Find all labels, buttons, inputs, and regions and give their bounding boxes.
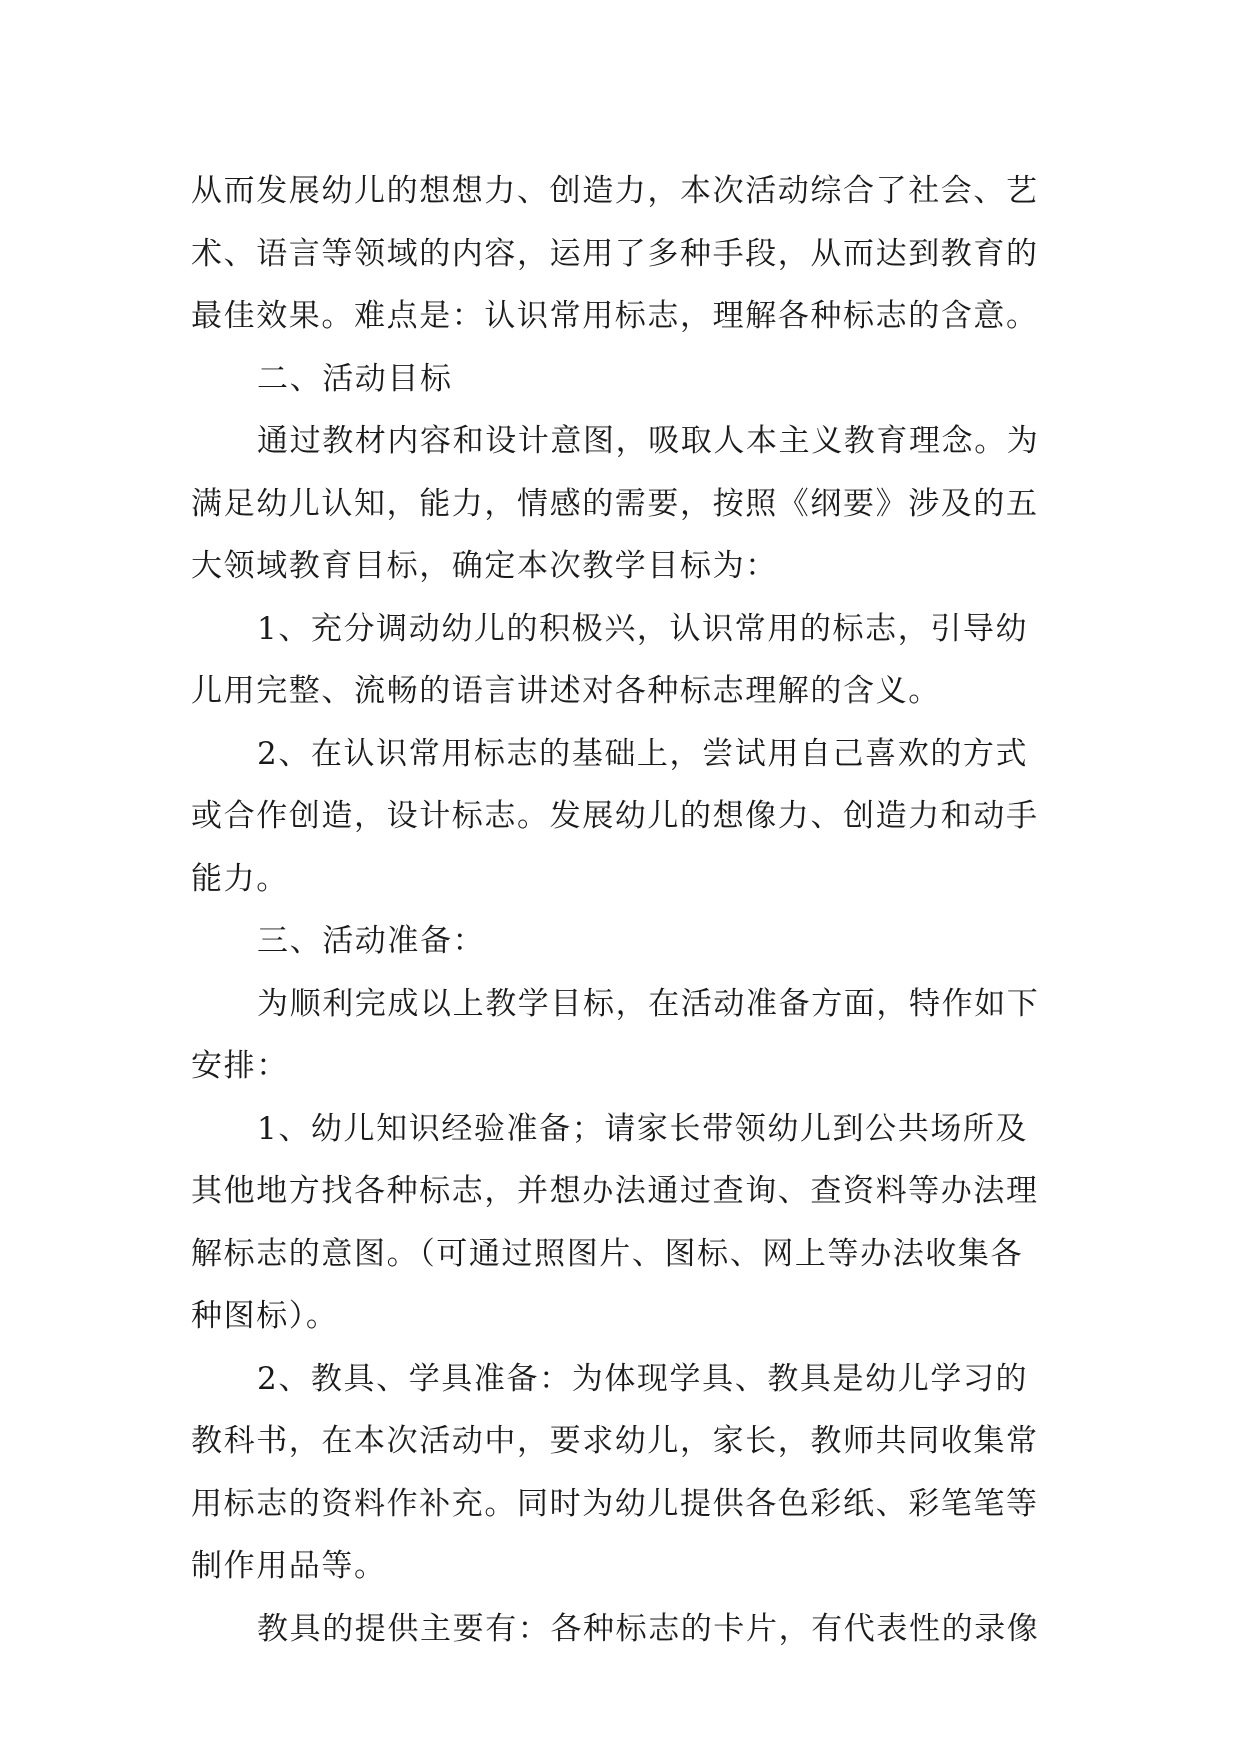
text-line: 最佳效果。难点是：认识常用标志，理解各种标志的含意。 <box>191 298 1039 334</box>
document-body <box>191 160 1071 1660</box>
text-line: 解标志的意图。（可通过照图片、图标、网上等办法收集各 <box>191 1235 1024 1272</box>
text-line: 种图标）。 <box>191 1298 339 1334</box>
text-line: 通过教材内容和设计意图，吸取人本主义教育理念。为 <box>257 423 1040 459</box>
text-line: 其他地方找各种标志，并想办法通过查询、查资料等办法理 <box>191 1173 1039 1209</box>
text-line: 安排： <box>191 1048 289 1084</box>
text-line: 用标志的资料作补充。同时为幼儿提供各色彩纸、彩笔笔等 <box>191 1485 1039 1522</box>
text-line: 或合作创造，设计标志。发展幼儿的想像力、创造力和动手 <box>191 798 1039 834</box>
text-line: 从而发展幼儿的想想力、创造力，本次活动综合了社会、艺 <box>191 173 1039 209</box>
text-line: 2、在认识常用标志的基础上，尝试用自己喜欢的方式 <box>257 735 1029 772</box>
text-line: 2、教具、学具准备：为体现学具、教具是幼儿学习的 <box>257 1360 1029 1397</box>
section-heading: 三、活动准备： <box>257 923 486 959</box>
text-line: 1、充分调动幼儿的积极兴，认识常用的标志，引导幼 <box>257 610 1029 647</box>
text-line: 教科书，在本次活动中，要求幼儿，家长，教师共同收集常 <box>191 1423 1039 1459</box>
text-line: 1、幼儿知识经验准备；请家长带领幼儿到公共场所及 <box>257 1110 1029 1147</box>
text-line: 为顺利完成以上教学目标，在活动准备方面，特作如下 <box>257 985 1040 1022</box>
text-line: 儿用完整、流畅的语言讲述对各种标志理解的含义。 <box>191 673 941 709</box>
text-line: 制作用品等。 <box>191 1548 387 1584</box>
text-line: 能力。 <box>191 860 289 897</box>
text-line: 教具的提供主要有：各种标志的卡片，有代表性的录像 <box>257 1610 1040 1647</box>
text-line: 满足幼儿认知，能力，情感的需要，按照《纲要》涉及的五 <box>191 485 1039 522</box>
text-line: 术、语言等领域的内容，运用了多种手段，从而达到教育的 <box>191 235 1039 272</box>
section-heading: 二、活动目标 <box>257 360 453 397</box>
text-line: 大领域教育目标，确定本次教学目标为： <box>191 548 778 584</box>
